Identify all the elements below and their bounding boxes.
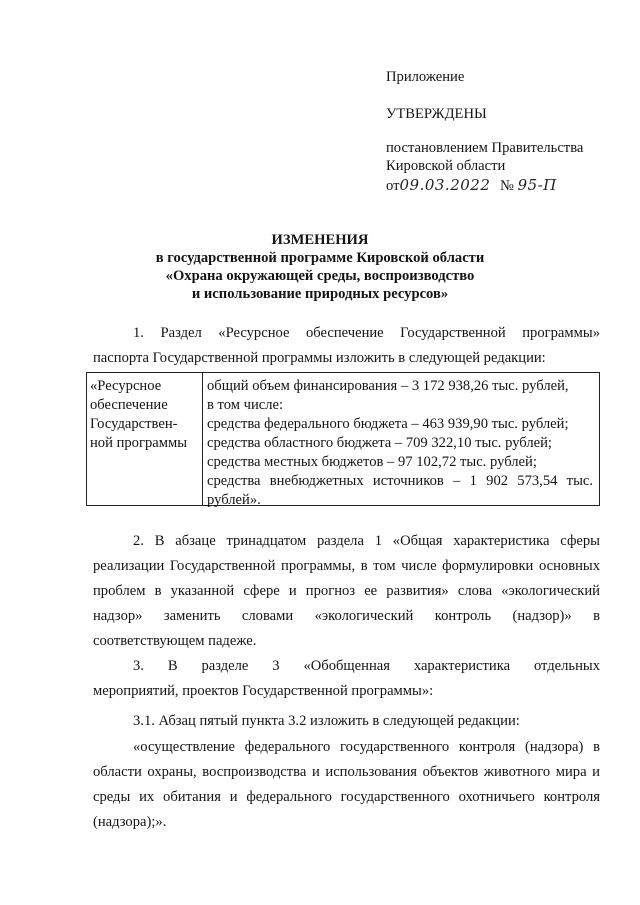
value-line: средства областного бюджета – 709 322,10 тыс. рублей; xyxy=(207,435,552,451)
item2-line1: 2. В абзаце тринадцатом раздела 1 «Общая характеристика сферы xyxy=(133,533,600,549)
quote-line2: области охраны, воспроизводства и использования объектов животного мира и xyxy=(93,764,600,780)
doc-title: ИЗМЕНЕНИЯ xyxy=(271,232,369,248)
handwritten-number: 95-П xyxy=(517,176,557,194)
item2-line4: надзор» заменить словами «экологический контроль (надзор)» в xyxy=(93,608,600,624)
item2-line3: проблем в указанной сфере и прогноз ее развития» слова «экологический xyxy=(93,583,600,599)
decree-line1: постановлением Правительства xyxy=(386,140,584,156)
value-line: средства федерального бюджета – 463 939,90 тыс. рублей; xyxy=(207,416,569,432)
quote-line3: среды их обитания и федерального государственного охотничьего контроля xyxy=(93,789,600,805)
resource-table-value-cell xyxy=(203,373,599,508)
label-line: «Ресурсное xyxy=(90,378,162,394)
decree-date-line xyxy=(386,176,557,195)
number-prefix: № xyxy=(500,178,514,194)
value-line: общий объем финансирования – 3 172 938,26 тыс. рублей, xyxy=(207,378,569,394)
appendix-label: Приложение xyxy=(386,69,465,85)
doc-subtitle-3: и использование природных ресурсов» xyxy=(191,286,449,302)
quote-line4: (надзора);». xyxy=(93,814,167,830)
item3-line1: 3. В разделе 3 «Обобщенная характеристика отдельных xyxy=(133,658,600,674)
resource-table xyxy=(86,372,600,506)
resource-table-label-cell xyxy=(87,373,203,505)
doc-subtitle-2: «Охрана окружающей среды, воспроизводство xyxy=(165,268,475,284)
item1-line1: 1. Раздел «Ресурсное обеспечение Государственной программы» xyxy=(133,325,600,341)
value-line: рублей». xyxy=(207,492,261,508)
value-line: средства местных бюджетов – 97 102,72 тыс. рублей; xyxy=(207,454,537,470)
date-prefix: от xyxy=(386,178,400,194)
item1-line2: паспорта Государственной программы изложить в следующей редакции: xyxy=(93,350,546,366)
handwritten-date: 09.03.2022 xyxy=(399,176,491,194)
doc-subtitle-1: в государственной программе Кировской области xyxy=(155,250,485,266)
approved-label: УТВЕРЖДЕНЫ xyxy=(386,106,487,122)
item31-line1: 3.1. Абзац пятый пункта 3.2 изложить в следующей редакции: xyxy=(133,713,520,729)
label-line: обеспечение xyxy=(90,397,168,413)
item2-line2: реализации Государственной программы, в том числе формулировки основных xyxy=(93,558,600,574)
item2-line5: соответствующем падеже. xyxy=(93,633,257,649)
label-line: ной программы xyxy=(90,435,188,451)
decree-line2: Кировской области xyxy=(386,158,506,174)
value-line: в том числе: xyxy=(207,397,284,413)
item3-line2: мероприятий, проектов Государственной программы»: xyxy=(93,683,434,699)
value-line: средства внебюджетных источников – 1 902 573,54 тыс. xyxy=(207,473,593,489)
quote-line1: «осуществление федерального государственного контроля (надзора) в xyxy=(133,739,600,755)
label-line: Государствен- xyxy=(90,416,178,432)
